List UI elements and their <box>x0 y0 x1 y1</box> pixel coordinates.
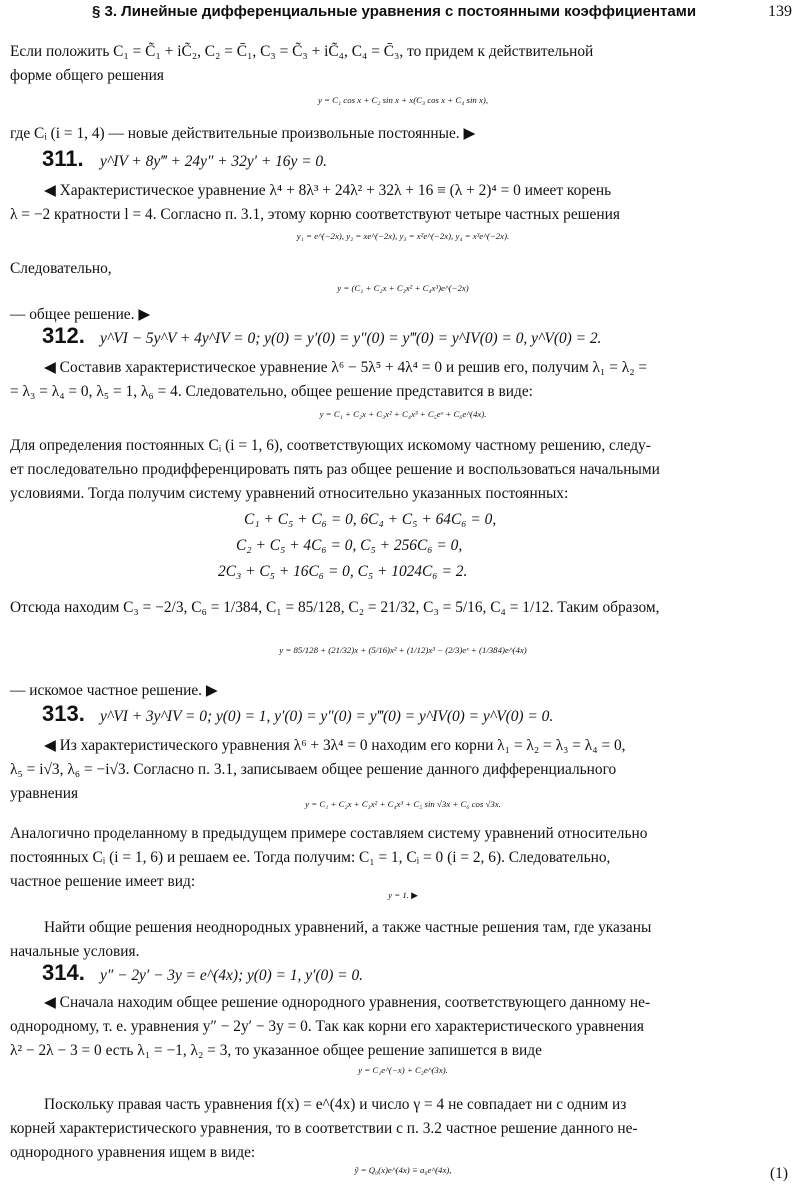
text-line: ◀ Сначала находим общее решение однородного уравнения, соответствующего данному не- <box>44 994 651 1011</box>
text-line: однородному, т. е. уравнения y″ − 2y′ − 3y = 0. Так как корни его характеристического уравнения <box>10 1018 644 1035</box>
equation-system-row: C₁ + C₅ + C₆ = 0, 6C₄ + C₅ + 64C₆ = 0, <box>244 511 497 528</box>
text-line: постоянных Cᵢ (i = 1, 6) и решаем ее. Тогда получим: C₁ = 1, Cᵢ = 0 (i = 2, 6). Следовательно, <box>10 849 611 866</box>
formula: y = C₁ cos x + C₂ sin x + x(C₃ cos x + C₄ sin x), <box>317 95 489 105</box>
text-line: условиями. Тогда получим систему уравнений относительно указанных постоянных: <box>10 485 569 502</box>
text-line: начальные условия. <box>10 943 140 960</box>
text-line: Отсюда находим C₃ = −2/3, C₆ = 1/384, C₁ = 85/128, C₂ = 21/32, C₃ = 5/16, C₄ = 1/12. Таким образом, <box>10 599 660 616</box>
equation-number: (1) <box>770 1165 788 1182</box>
text-line: где Cᵢ (i = 1, 4) — новые действительные произвольные постоянные. ▶ <box>10 125 476 142</box>
text-line: Следовательно, <box>10 260 112 277</box>
problem-number-314: 314. <box>42 960 85 985</box>
text-line: ◀ Из характеристического уравнения λ⁶ + 3λ⁴ = 0 находим его корни λ₁ = λ₂ = λ₃ = λ₄ = 0, <box>44 737 626 754</box>
problem-number-311: 311. <box>42 146 84 171</box>
text-line: Аналогично проделанному в предыдущем примере составляем систему уравнений относительно <box>10 825 648 842</box>
formula: y = 1. ▶ <box>388 890 418 900</box>
formula: y = C₁ + C₂x + C₃x² + C₄x³ + C₅eˣ + C₆e^(4x). <box>319 409 487 419</box>
text-line: λ² − 2λ − 3 = 0 есть λ₁ = −1, λ₂ = 3, то указанное общее решение запишется в виде <box>10 1042 542 1059</box>
text-line: форме общего решения <box>10 67 164 84</box>
text-line: — общее решение. ▶ <box>10 306 151 323</box>
problem-statement: y^VI − 5y^V + 4y^IV = 0; y(0) = y′(0) = y″(0) = y‴(0) = y^IV(0) = 0, y^V(0) = 2. <box>100 330 602 347</box>
formula: y₁ = e^(−2x), y₂ = xe^(−2x), y₃ = x²e^(−2x), y₄ = x³e^(−2x). <box>296 231 510 241</box>
text-line: корней характеристического уравнения, то в соответствии с п. 3.2 частное решение данного не- <box>10 1120 638 1137</box>
text-line: ◀ Составив характеристическое уравнение λ⁶ − 5λ⁵ + 4λ⁴ = 0 и решив его, получим λ₁ = λ₂ = <box>44 359 648 376</box>
text-line: ет последовательно продифференцировать пять раз общее решение и воспользоваться начальными <box>10 461 660 478</box>
problem-statement: y^VI + 3y^IV = 0; y(0) = 1, y′(0) = y″(0) = y‴(0) = y^IV(0) = y^V(0) = 0. <box>100 708 554 725</box>
text-line: ◀ Характеристическое уравнение λ⁴ + 8λ³ + 24λ² + 32λ + 16 ≡ (λ + 2)⁴ = 0 имеет корень <box>44 182 612 199</box>
text-line: Для определения постоянных Cᵢ (i = 1, 6), соответствующих искомому частному решению, следу- <box>10 437 651 454</box>
formula: y = 85/128 + (21/32)x + (5/16)x² + (1/12)x³ − (2/3)eˣ + (1/384)e^(4x) <box>279 645 527 655</box>
text-line: однородного уравнения ищем в виде: <box>10 1144 256 1161</box>
text-line: λ₅ = i√3, λ₆ = −i√3. Согласно п. 3.1, записываем общее решение данного дифференциального <box>10 761 617 778</box>
text-line: уравнения <box>10 785 79 802</box>
formula: ỹ = Q₀(x)e^(4x) ≡ a₀e^(4x), <box>354 1165 452 1175</box>
text-line: λ = −2 кратности l = 4. Согласно п. 3.1, этому корню соответствуют четыре частных решения <box>10 206 620 223</box>
problem-statement: y^IV + 8y‴ + 24y″ + 32y′ + 16y = 0. <box>100 153 327 170</box>
equation-system-row: 2C₃ + C₅ + 16C₆ = 0, C₅ + 1024C₆ = 2. <box>218 563 468 580</box>
formula: y = C₁e^(−x) + C₂e^(3x). <box>358 1065 448 1075</box>
formula: y = C₁ + C₂x + C₃x² + C₄x³ + C₅ sin √3x + C₆ cos √3x. <box>305 799 501 809</box>
text-line: частное решение имеет вид: <box>10 873 196 890</box>
text-line: Если положить C₁ = C̃₁ + iC̃₂, C₂ = C̄₁, C₃ = C̃₃ + iC̃₄, C₄ = C̄₃, то придем к действительной <box>10 43 594 60</box>
text-line: Поскольку правая часть уравнения f(x) = e^(4x) и число γ = 4 не совпадает ни с одним из <box>44 1096 627 1113</box>
text-line: = λ₃ = λ₄ = 0, λ₅ = 1, λ₆ = 4. Следовательно, общее решение представится в виде: <box>10 383 533 400</box>
equation-system-row: C₂ + C₅ + 4C₆ = 0, C₅ + 256C₆ = 0, <box>236 537 463 554</box>
running-header: § 3. Линейные дифференциальные уравнения с постоянными коэффициентами <box>92 3 697 20</box>
problem-statement: y″ − 2y′ − 3y = e^(4x); y(0) = 1, y′(0) = 0. <box>100 967 363 984</box>
text-line: Найти общие решения неоднородных уравнений, а также частные решения там, где указаны <box>44 919 652 936</box>
problem-number-312: 312. <box>42 323 85 348</box>
text-line: — искомое частное решение. ▶ <box>10 682 218 699</box>
formula: y = (C₁ + C₂x + C₃x² + C₄x³)e^(−2x) <box>337 283 469 293</box>
page-number: 139 <box>768 3 792 20</box>
problem-number-313: 313. <box>42 701 85 726</box>
